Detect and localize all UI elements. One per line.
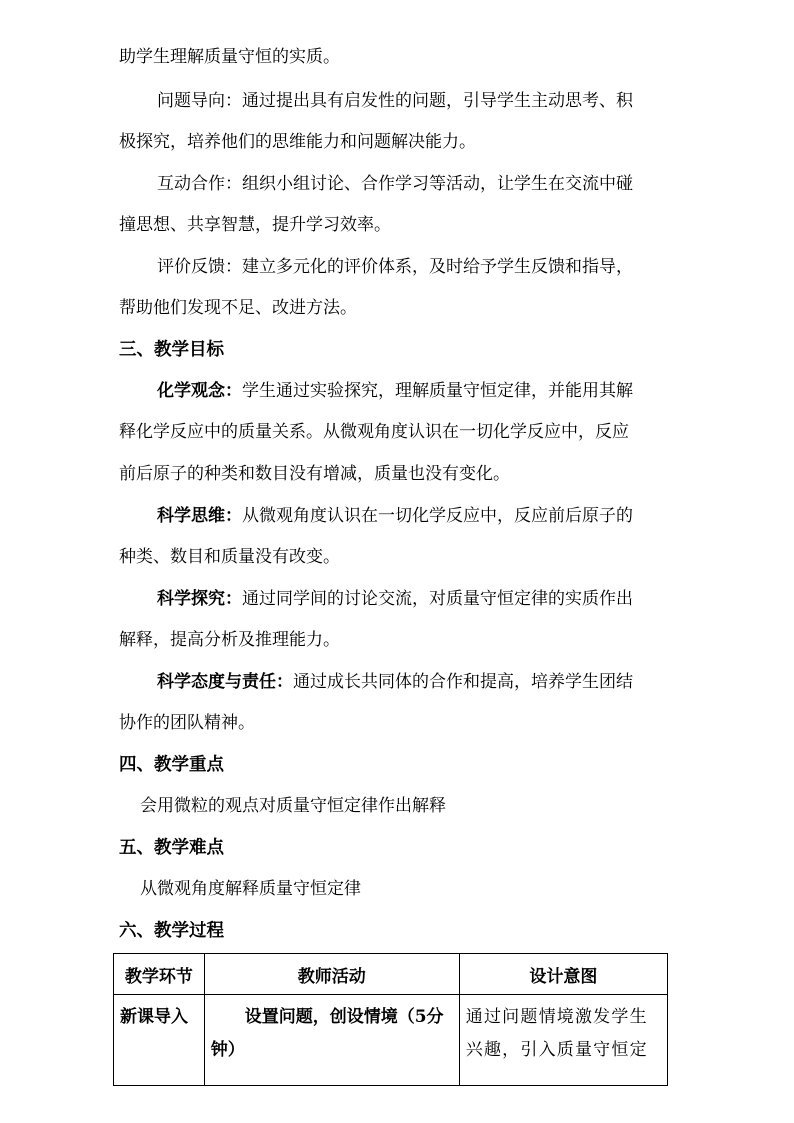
objective-label: 科学态度与责任： bbox=[157, 672, 293, 692]
paragraph-line: 前后原子的种类和数目没有增减，质量也没有变化。 bbox=[119, 464, 510, 484]
objective-text: 从微观角度认识在一切化学反应中，反应前后原子的 bbox=[242, 506, 633, 526]
objective-text: 通过同学间的讨论交流，对质量守恒定律的实质作出 bbox=[242, 589, 633, 609]
paragraph-line: 问题导向：通过提出具有启发性的问题，引导学生主动思考、积 bbox=[157, 91, 633, 111]
paragraph-line: 互动合作：组织小组讨论、合作学习等活动，让学生在交流中碰 bbox=[157, 174, 633, 194]
objective-think-line bbox=[157, 505, 633, 527]
paragraph-line: 助学生理解质量守恒的实质。 bbox=[119, 47, 340, 67]
objective-chem-line bbox=[157, 380, 633, 402]
paragraph-line: 评价反馈：建立多元化的评价体系，及时给予学生反馈和指导， bbox=[157, 257, 633, 277]
paragraph-line: 协作的团队精神。 bbox=[119, 713, 255, 733]
section-heading: 五、教学难点 bbox=[119, 838, 224, 858]
key-point-text: 会用微粒的观点对质量守恒定律作出解释 bbox=[140, 796, 446, 816]
objective-attitude-line bbox=[157, 671, 633, 693]
objective-text: 通过成长共同体的合作和提高，培养学生团结 bbox=[293, 672, 633, 692]
table-header-row bbox=[114, 954, 668, 995]
objective-text: 学生通过实验探究，理解质量守恒定律，并能用其解 bbox=[242, 381, 633, 401]
paragraph-line: 解释，提高分析及推理能力。 bbox=[119, 630, 340, 650]
table-header-cell: 教师活动 bbox=[204, 954, 459, 995]
objective-label: 化学观念： bbox=[157, 381, 242, 401]
section-heading: 三、教学目标 bbox=[119, 340, 224, 360]
table-header-cell: 教学环节 bbox=[114, 954, 205, 995]
table-cell-stage: 新课导入 bbox=[114, 995, 205, 1086]
table-header-cell: 设计意图 bbox=[459, 954, 667, 995]
table-row bbox=[114, 995, 668, 1086]
objective-label: 科学思维： bbox=[157, 506, 242, 526]
objective-label: 科学探究： bbox=[157, 589, 242, 609]
table-cell-intent: 通过问题情境激发学生兴趣，引入质量守恒定 bbox=[459, 995, 667, 1086]
teaching-process-table bbox=[113, 953, 668, 1086]
paragraph-line: 撞思想、共享智慧，提升学习效率。 bbox=[119, 215, 391, 235]
paragraph-line: 极探究，培养他们的思维能力和问题解决能力。 bbox=[119, 132, 476, 152]
paragraph-line: 帮助他们发现不足、改进方法。 bbox=[119, 298, 357, 318]
paragraph-line: 释化学反应中的质量关系。从微观角度认识在一切化学反应中，反应 bbox=[119, 422, 629, 442]
section-heading: 四、教学重点 bbox=[119, 755, 224, 775]
paragraph-line: 种类、数目和质量没有改变。 bbox=[119, 547, 340, 567]
section-heading: 六、教学过程 bbox=[119, 921, 224, 941]
difficulty-text: 从微观角度解释质量守恒定律 bbox=[140, 879, 361, 899]
table-cell-activity: 设置问题，创设情境（5分钟） bbox=[204, 995, 459, 1086]
objective-explore-line bbox=[157, 588, 633, 610]
